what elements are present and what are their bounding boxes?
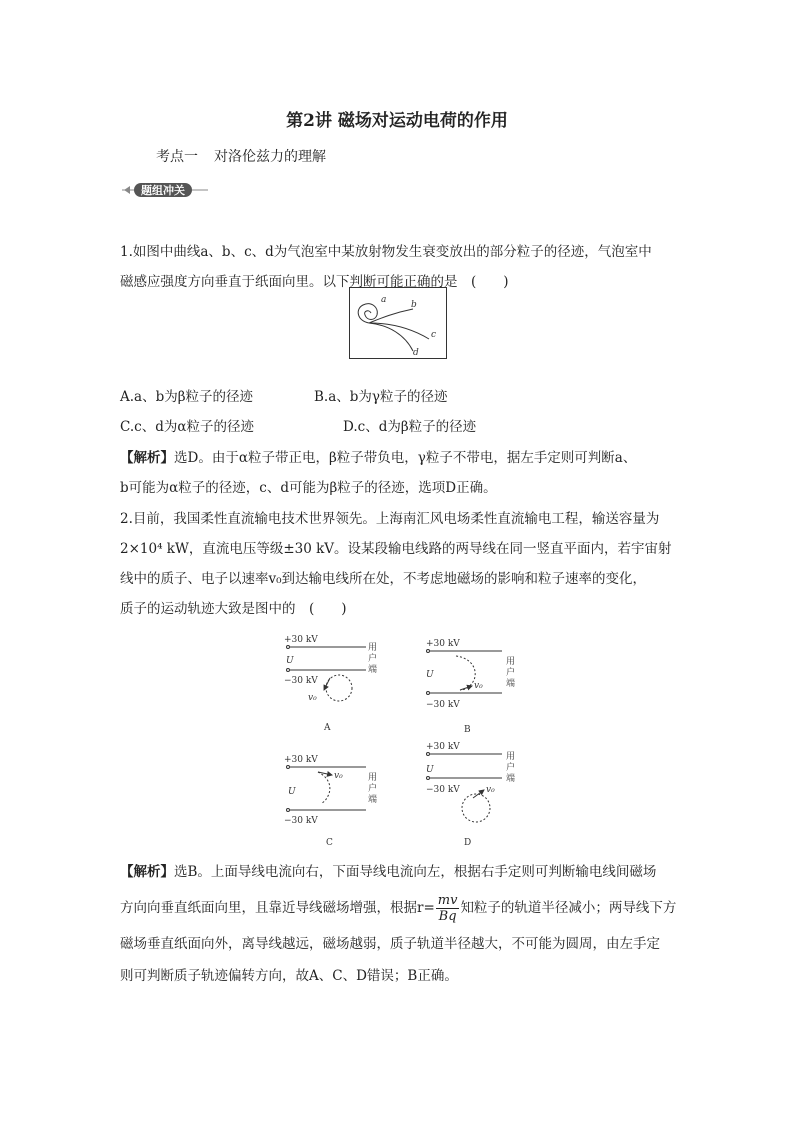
analysis-line: 选B。上面导线电流向右，下面导线电流向左，根据右手定则可判断输电线间磁场 [174,864,657,880]
analysis-line-with-formula: 方向向垂直纸面向里，且靠近导线磁场增强，根据r= $\frac{mv}{Bq}$ 知粒子的轨道半径减小；两导线下方 [120,893,677,924]
svg-text:用: 用 [368,643,378,653]
svg-text:+30 kV: +30 kV [426,742,460,752]
panel-label-c: C [326,838,333,848]
radius-formula: $\frac{mv}{Bq}$ [437,893,458,924]
track-label-d: d [413,348,419,358]
q2-line: 质子的运动轨迹大致是图中的 ( ) [120,601,347,617]
analysis-line: b可能为α粒子的径迹，c、d可能为β粒子的径迹，选项D正确。 [120,480,497,496]
q1-option-b[interactable]: B.a、b为γ粒子的径迹 [314,389,448,405]
q1-line: 磁感应强度方向垂直于纸面向里。以下判断可能正确的是 ( ) [120,274,509,290]
svg-text:−30 kV: −30 kV [426,700,460,710]
q2-line: 线中的质子、电子以速率v₀到达输电线所在处，不考虑地磁场的影响和粒子速率的变化， [120,571,647,587]
svg-text:U: U [286,656,294,666]
svg-text:+30 kV: +30 kV [284,755,318,765]
svg-text:户: 户 [506,668,516,678]
analysis-tag: 【解析】 [120,450,174,466]
section-label: 考点一 [156,149,198,165]
q1-analysis [120,443,680,503]
analysis-tag: 【解析】 [120,864,174,880]
svg-text:+30 kV: +30 kV [284,635,318,645]
panel-a [284,635,377,733]
svg-text:用: 用 [506,657,516,667]
svg-text:端: 端 [368,795,378,805]
svg-text:−30 kV: −30 kV [284,816,318,826]
svg-text:+30 kV: +30 kV [426,639,460,649]
track-label-a: a [381,295,387,305]
svg-text:v₀: v₀ [334,771,343,781]
svg-text:U: U [288,787,296,797]
svg-text:U: U [426,765,434,775]
analysis-line: 则可判断质子轨迹偏转方向，故A、C、D错误；B正确。 [120,968,458,984]
page-title: 第2讲 磁场对运动电荷的作用 [286,111,508,131]
q2-line: 2.目前，我国柔性直流输电技术世界领先。上海南汇风电场柔性直流输电工程，输送容量为 [120,511,660,527]
q1-option-d[interactable]: D.c、d为β粒子的径迹 [343,419,477,435]
analysis-line: 选D。由于α粒子带正电，β粒子带负电，γ粒子不带电，据左手定则可判断a、 [174,450,637,466]
track-label-b: b [411,300,417,310]
svg-text:v₀: v₀ [486,785,495,795]
panel-label-d: D [464,838,472,848]
svg-text:−30 kV: −30 kV [426,785,460,795]
svg-text:户: 户 [368,784,378,794]
svg-text:U: U [426,670,434,680]
badge-text: 题组冲关 [141,184,185,197]
q1-option-c[interactable]: C.c、d为α粒子的径迹 [120,419,254,435]
q2-stem [120,504,680,624]
q1-option-a[interactable]: A.a、b为β粒子的径迹 [120,389,254,405]
panel-label-b: B [464,725,471,735]
svg-text:−30 kV: −30 kV [284,676,318,686]
svg-text:端: 端 [506,774,516,784]
svg-text:用: 用 [368,773,378,783]
panel-label-a: A [324,723,331,733]
q1-line: 1.如图中曲线a、b、c、d为气泡室中某放射物发生衰变放出的部分粒子的径迹，气泡室中 [120,244,652,260]
svg-text:户: 户 [368,654,378,664]
q2-analysis [120,856,680,992]
section-text: 对洛伦兹力的理解 [214,149,326,165]
panel-d [426,742,515,848]
group-badge [120,180,210,200]
analysis-line: 磁场垂直纸面向外，离导线越远，磁场越弱，质子轨道半径越大，不可能为圆周，由左手定 [120,936,660,952]
svg-text:户: 户 [506,763,516,773]
svg-text:v₀: v₀ [308,693,317,703]
svg-text:v₀: v₀ [474,681,483,691]
panel-b [426,639,515,735]
q2-line: 2×10⁴ kW，直流电压等级±30 kV。设某段输电线路的两导线在同一竖直平面内，若宇宙射 [120,541,672,557]
svg-text:端: 端 [506,679,516,689]
badge-ornament-icon [120,180,210,200]
svg-text:端: 端 [368,665,378,675]
section-heading [156,146,342,166]
track-label-c: c [431,330,437,340]
svg-text:用: 用 [506,752,516,762]
panel-c [284,755,377,848]
transmission-line-figure [280,630,530,850]
bubble-chamber-figure [349,287,447,359]
